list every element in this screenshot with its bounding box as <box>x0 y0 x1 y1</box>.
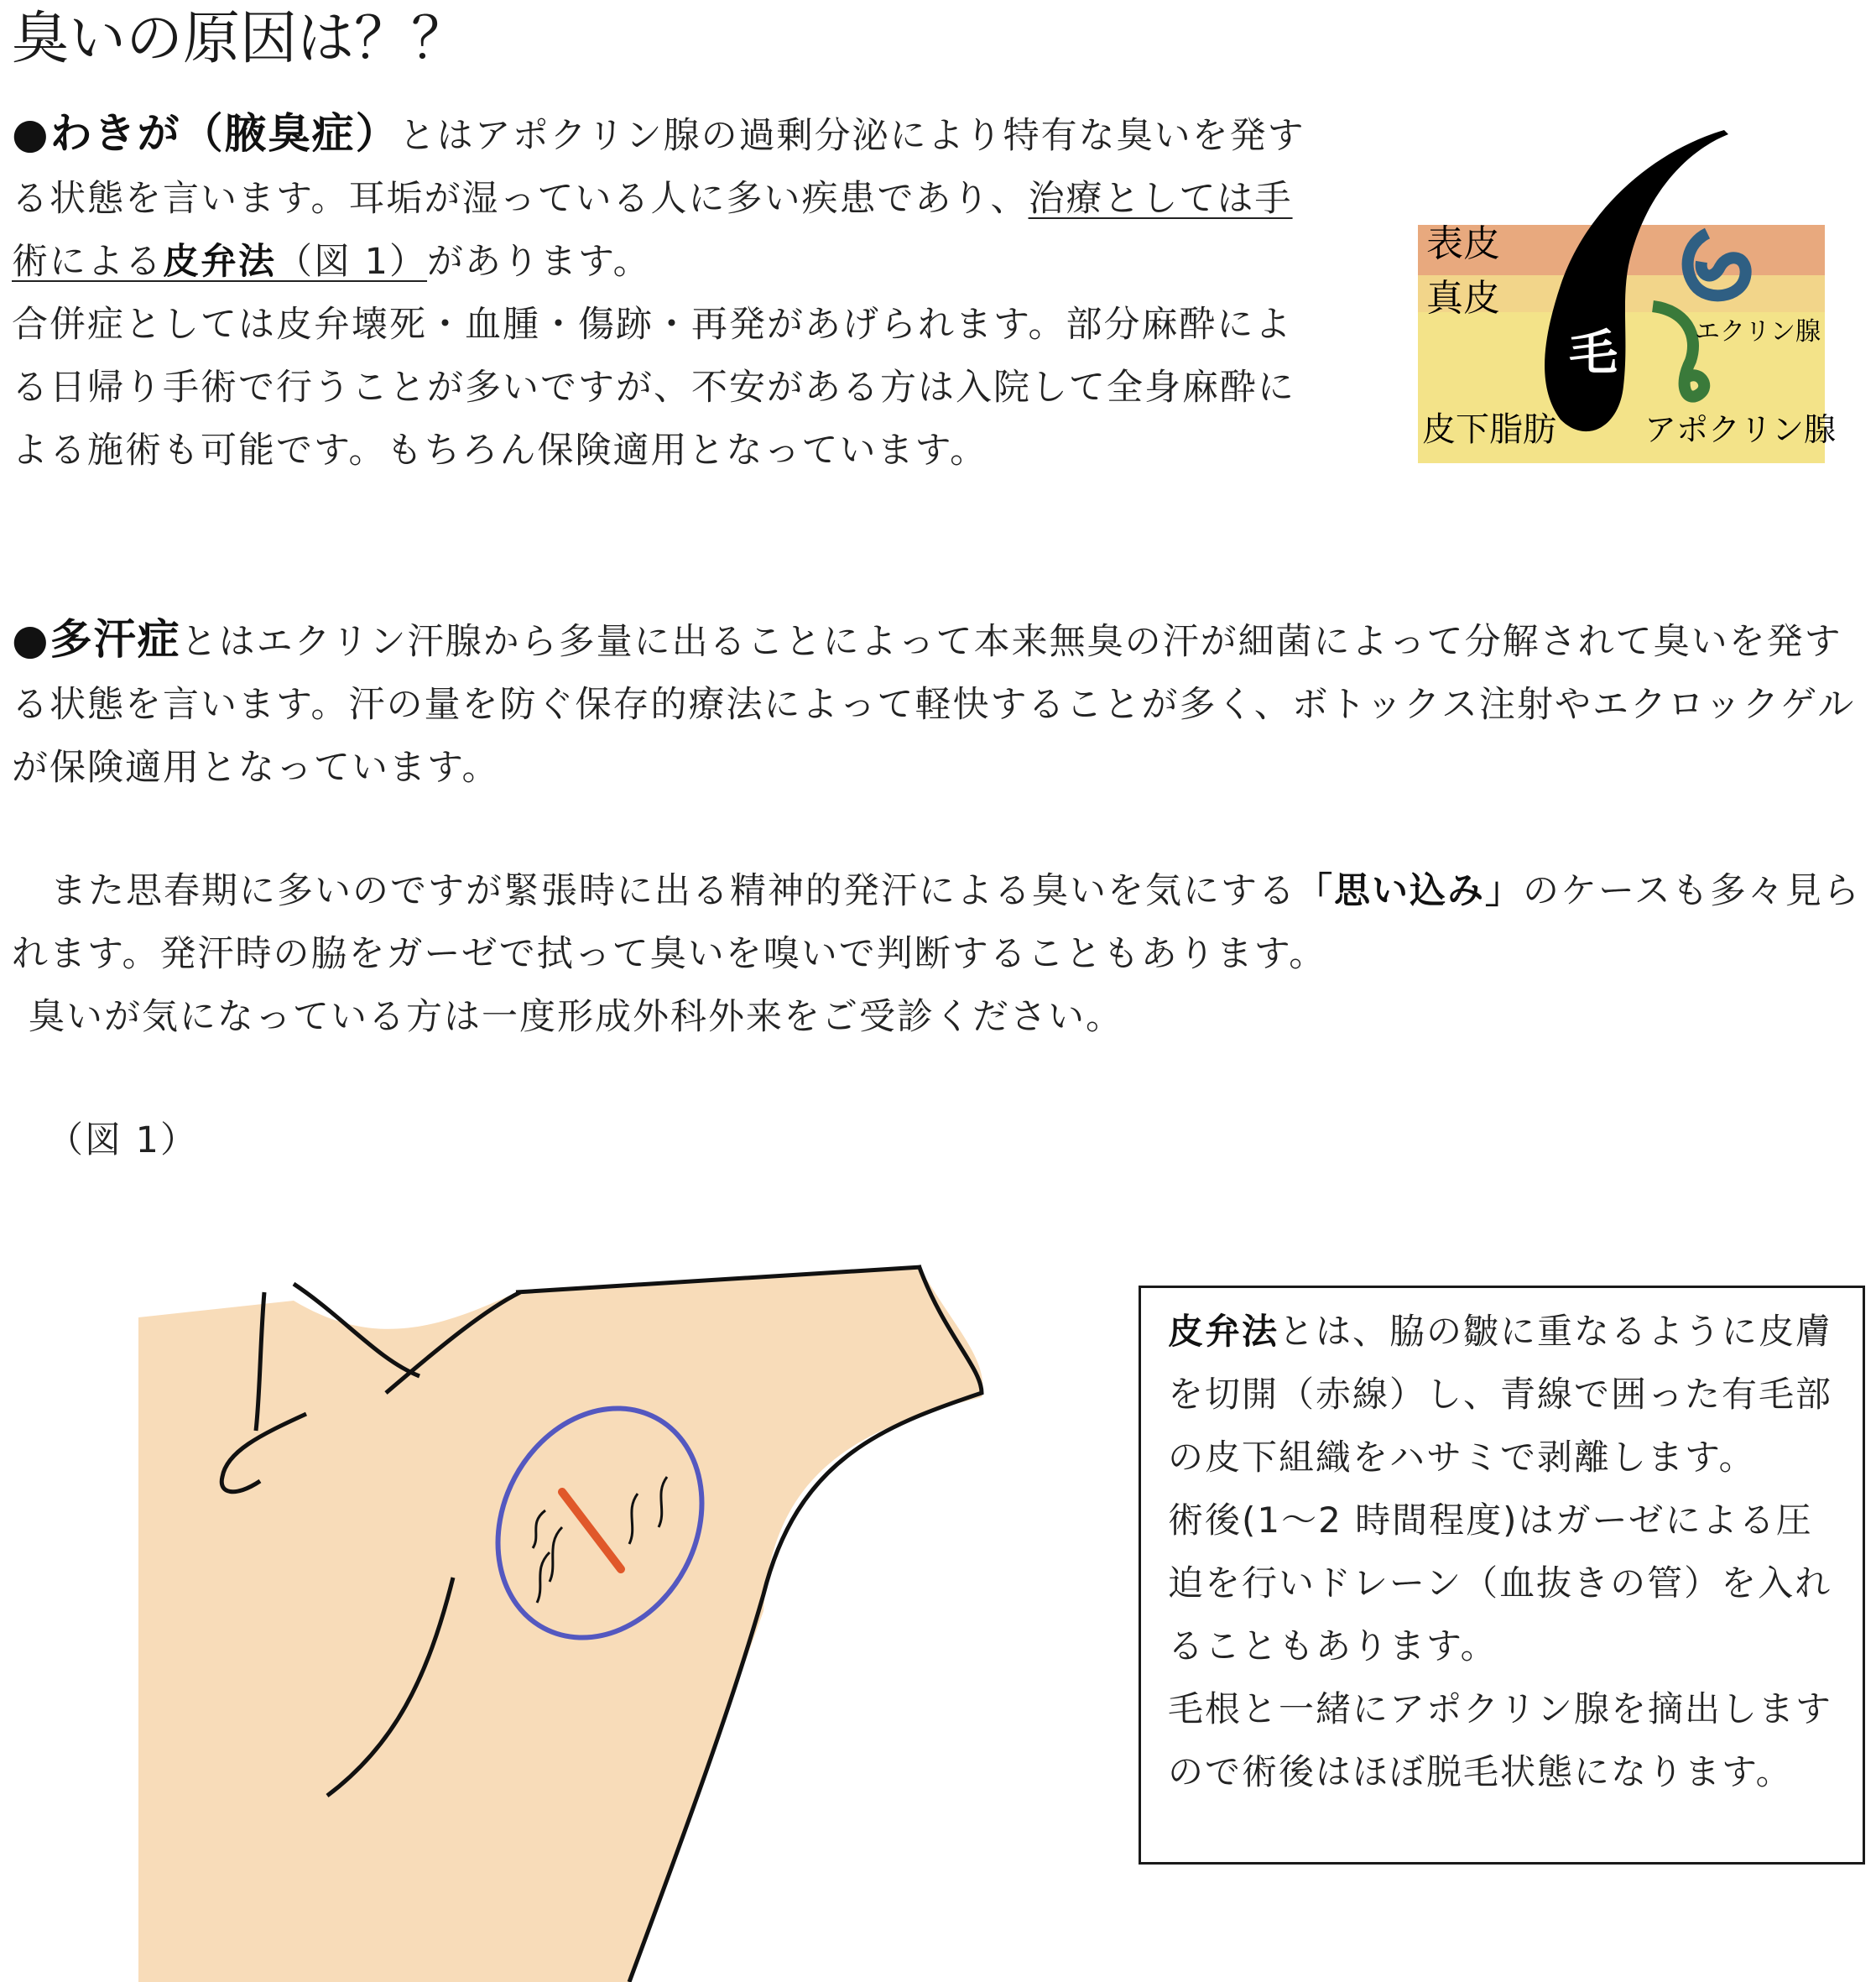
treatment-text: 治療としては手術による <box>12 178 1293 283</box>
dermis-label: 真皮 <box>1426 277 1500 320</box>
omoikomi-text-2: のケースも多々見られます。発汗時の脇をガーゼで拭って臭いを嗅いで判断することもあります。 <box>12 870 1861 975</box>
wakiga-term: わきが（腋臭症） <box>50 109 399 158</box>
tahansho-text: とはエクリン汗腺から多量に出ることによって本来無臭の汗が細菌によって分解されて臭いを発する状態を言います。汗の量を防ぐ保存的療法によって軽快することが多く、ボトックス注射やエクロックゲルが保険適用となっています。 <box>12 621 1856 789</box>
flap-method-term: 皮弁法 <box>163 241 276 283</box>
flap-line-2: 術後(1〜2 時間程度)はガーゼによる圧迫を行いドレーン（血抜きの管）を入れることもあります。 <box>1168 1500 1832 1666</box>
figure-label: （図 1） <box>47 1119 199 1161</box>
bullet: ● <box>12 615 50 664</box>
eccrine-label: エクリン腺 <box>1695 317 1821 347</box>
figure-ref: （図 1） <box>276 241 428 283</box>
wakiga-text-2: があります。 <box>427 241 651 283</box>
subcutaneous-label: 皮下脂肪 <box>1422 410 1556 449</box>
advice-text: 臭いが気になっている方は一度形成外科外来をご受診ください。 <box>29 996 1123 1038</box>
flap-line-1 <box>1168 1300 1837 1489</box>
flap-term: 皮弁法 <box>1168 1311 1279 1352</box>
bullet: ● <box>12 109 50 158</box>
wakiga-paragraph <box>12 102 1321 482</box>
apocrine-label: アポクリン腺 <box>1644 411 1837 448</box>
hair-label: 毛 <box>1569 324 1618 381</box>
flap-text-1: とは、脇の皺に重なるように皮膚を切開（赤線）し、青線で囲った有毛部の皮下組織をハサミで剥離します。 <box>1168 1311 1833 1478</box>
omoikomi-term: 「思い込み」 <box>1296 870 1523 912</box>
tahansho-paragraph <box>12 608 1866 800</box>
skin-area <box>138 1265 982 1982</box>
omoikomi-paragraph <box>12 860 1866 986</box>
skin-structure-diagram <box>1410 117 1846 478</box>
flap-method-box <box>1139 1286 1865 1865</box>
omoikomi-text: また思春期に多いのですが緊張時に出る精神的発汗による臭いを気にする <box>50 870 1296 912</box>
wakiga-text: とはアポクリン腺の過剰分泌により特有な臭いを発する状態を言います。耳垢が湿っている人に多い疾患であり、 <box>12 115 1305 220</box>
epidermis-label: 表皮 <box>1426 222 1500 265</box>
complications-text: 合併症としては皮弁壊死・血腫・傷跡・再発があげられます。部分麻酔による日帰り手術で行うことが多いですが、不安がある方は入院して全身麻酔による施術も可能です。もちろん保険適用となっています。 <box>12 304 1295 472</box>
tahansho-term: 多汗症 <box>50 615 181 664</box>
page-title: 臭いの原因は？？ <box>12 6 469 72</box>
flap-line-3: 毛根と一緒にアポクリン腺を摘出しますので術後はほぼ脱毛状態になります。 <box>1168 1688 1833 1792</box>
armpit-diagram <box>126 1259 1007 1982</box>
